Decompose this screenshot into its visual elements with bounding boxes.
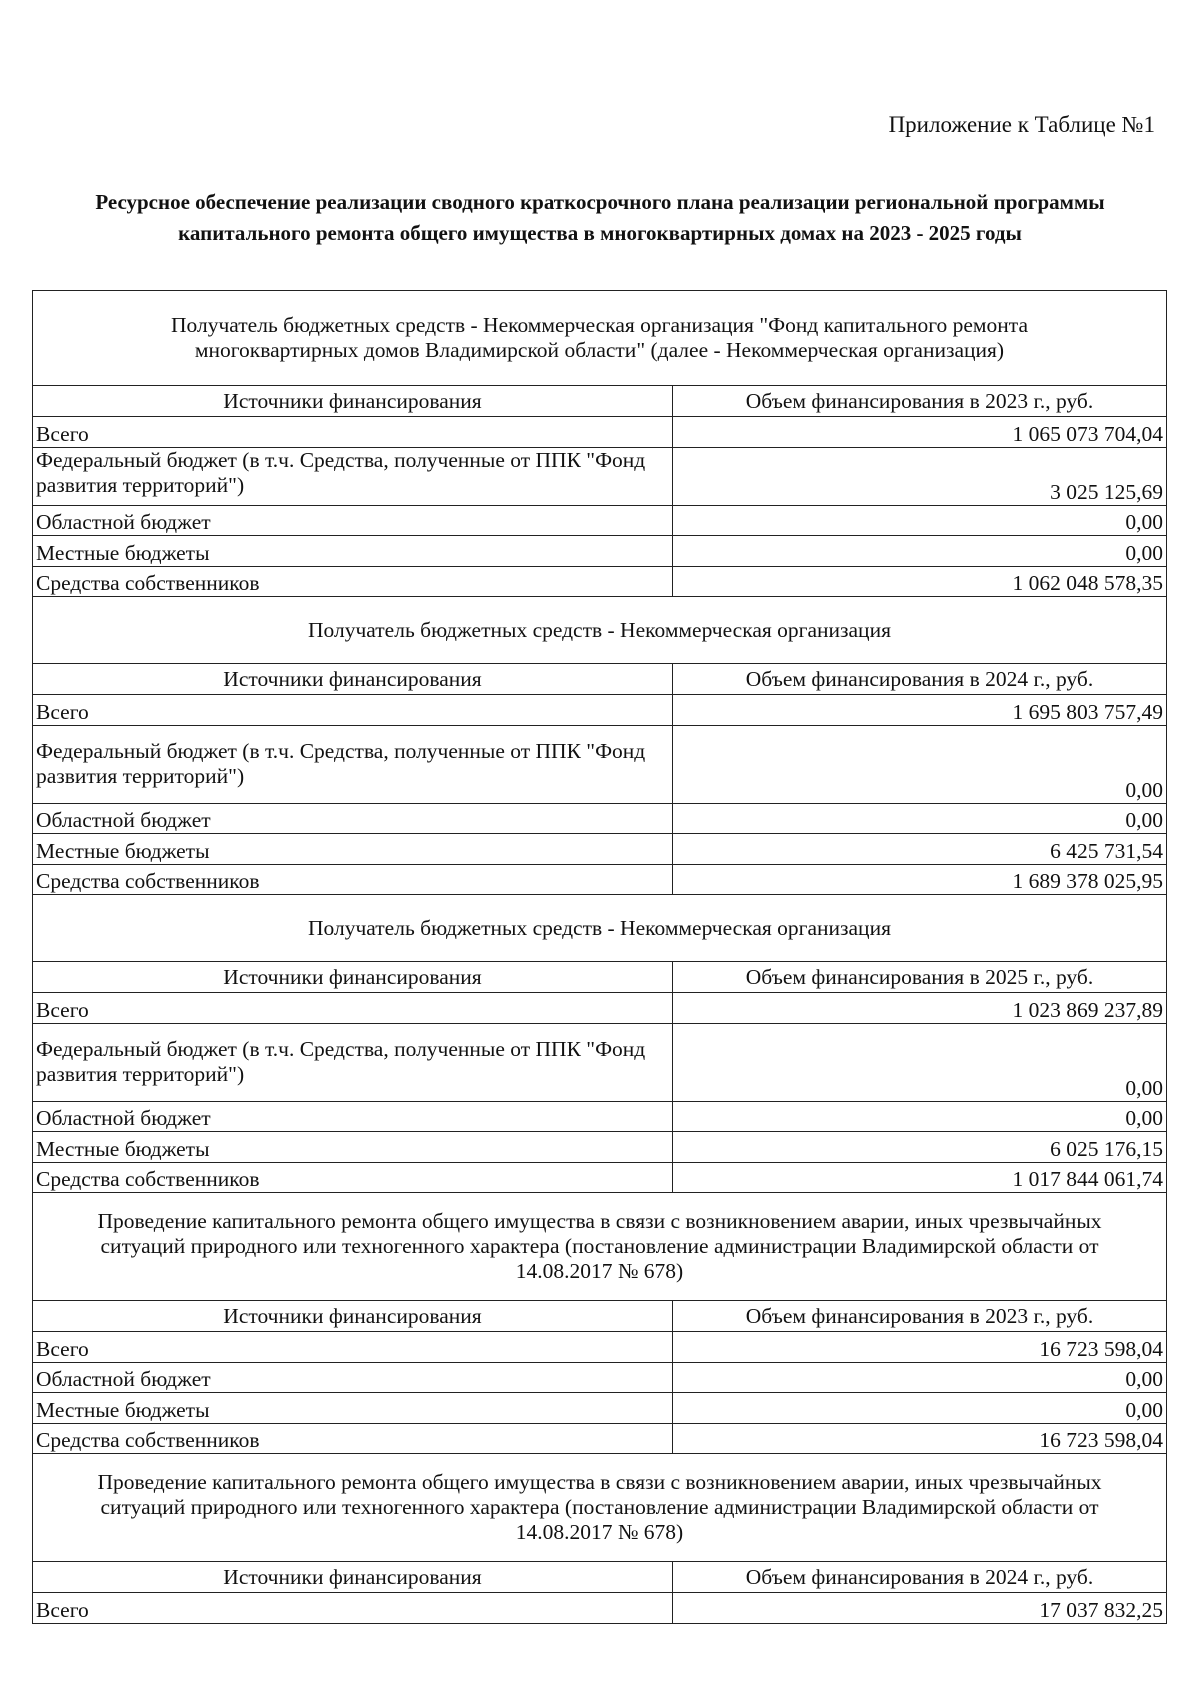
col-header-volume: Объем финансирования в 2023 г., руб. <box>673 1301 1167 1332</box>
row-label: Всего <box>33 695 673 726</box>
row-label: Местные бюджеты <box>33 1393 673 1424</box>
row-amount: 6 425 731,54 <box>673 834 1167 865</box>
row-amount: 3 025 125,69 <box>673 447 1167 505</box>
col-header-volume: Объем финансирования в 2024 г., руб. <box>673 1562 1167 1593</box>
row-amount: 17 037 832,25 <box>673 1593 1167 1624</box>
table-row <box>33 1023 1167 1101</box>
column-header-row <box>33 1562 1167 1593</box>
document-title: Ресурсное обеспечение реализации сводного краткосрочного плана реализации региональной программы капитального ремонта общего имущества в многоквартирных домах на 2023 - 2025 годы <box>95 190 1105 245</box>
row-label: Областной бюджет <box>33 1362 673 1393</box>
col-header-source: Источники финансирования <box>33 1562 673 1593</box>
row-label: Всего <box>33 1332 673 1363</box>
row-amount: 1 023 869 237,89 <box>673 993 1167 1024</box>
row-amount: 16 723 598,04 <box>673 1332 1167 1363</box>
table-row <box>33 1393 1167 1424</box>
section-heading-row <box>33 895 1167 962</box>
section-heading: Получатель бюджетных средств - Некоммерческая организация <box>33 895 1167 962</box>
section-heading-row <box>33 1454 1167 1562</box>
row-label: Областной бюджет <box>33 803 673 834</box>
table-row <box>33 1362 1167 1393</box>
table-row <box>33 864 1167 895</box>
col-header-volume: Объем финансирования в 2025 г., руб. <box>673 962 1167 993</box>
table-row <box>33 447 1167 505</box>
section-heading-row <box>33 597 1167 664</box>
table-row <box>33 834 1167 865</box>
row-label: Всего <box>33 417 673 448</box>
column-header-row <box>33 386 1167 417</box>
row-amount: 0,00 <box>673 803 1167 834</box>
row-amount: 0,00 <box>673 725 1167 803</box>
table-row <box>33 505 1167 536</box>
row-label: Областной бюджет <box>33 505 673 536</box>
row-amount: 0,00 <box>673 536 1167 567</box>
row-amount: 0,00 <box>673 1362 1167 1393</box>
financing-table <box>32 290 1167 1624</box>
row-amount: 1 689 378 025,95 <box>673 864 1167 895</box>
table-row <box>33 1101 1167 1132</box>
row-amount: 0,00 <box>673 1101 1167 1132</box>
section-heading: Проведение капитального ремонта общего имущества в связи с возникновением аварии, иных чрезвычайных ситуаций природного или техногенного характера (постановление администрации Владимирской области от 14.08.2017 № 678) <box>33 1193 1167 1301</box>
row-label: Всего <box>33 1593 673 1624</box>
row-label: Местные бюджеты <box>33 834 673 865</box>
row-label: Местные бюджеты <box>33 1132 673 1163</box>
table-row <box>33 1593 1167 1624</box>
table-row <box>33 566 1167 597</box>
table-row <box>33 1423 1167 1454</box>
col-header-source: Источники финансирования <box>33 386 673 417</box>
row-label: Средства собственников <box>33 864 673 895</box>
row-label: Средства собственников <box>33 566 673 597</box>
column-header-row <box>33 962 1167 993</box>
row-label: Федеральный бюджет (в т.ч. Средства, полученные от ППК "Фонд развития территорий") <box>33 447 673 505</box>
row-amount: 1 065 073 704,04 <box>673 417 1167 448</box>
table-row <box>33 536 1167 567</box>
row-amount: 6 025 176,15 <box>673 1132 1167 1163</box>
row-label: Всего <box>33 993 673 1024</box>
appendix-label: Приложение к Таблице №1 <box>888 112 1155 137</box>
table-row <box>33 993 1167 1024</box>
col-header-volume: Объем финансирования в 2023 г., руб. <box>673 386 1167 417</box>
row-amount: 1 695 803 757,49 <box>673 695 1167 726</box>
table-row <box>33 725 1167 803</box>
row-label: Средства собственников <box>33 1423 673 1454</box>
column-header-row <box>33 1301 1167 1332</box>
row-amount: 0,00 <box>673 505 1167 536</box>
row-label: Областной бюджет <box>33 1101 673 1132</box>
section-heading-row <box>33 1193 1167 1301</box>
col-header-source: Источники финансирования <box>33 664 673 695</box>
col-header-source: Источники финансирования <box>33 962 673 993</box>
row-amount: 16 723 598,04 <box>673 1423 1167 1454</box>
column-header-row <box>33 664 1167 695</box>
col-header-volume: Объем финансирования в 2024 г., руб. <box>673 664 1167 695</box>
table-row <box>33 1132 1167 1163</box>
row-amount: 0,00 <box>673 1023 1167 1101</box>
row-amount: 1 062 048 578,35 <box>673 566 1167 597</box>
section-heading-row <box>33 291 1167 386</box>
row-amount: 1 017 844 061,74 <box>673 1162 1167 1193</box>
row-label: Федеральный бюджет (в т.ч. Средства, полученные от ППК "Фонд развития территорий") <box>33 725 673 803</box>
col-header-source: Источники финансирования <box>33 1301 673 1332</box>
row-label: Федеральный бюджет (в т.ч. Средства, полученные от ППК "Фонд развития территорий") <box>33 1023 673 1101</box>
section-heading: Получатель бюджетных средств - Некоммерческая организация <box>33 597 1167 664</box>
table-row <box>33 695 1167 726</box>
table-row <box>33 803 1167 834</box>
section-heading: Получатель бюджетных средств - Некоммерческая организация "Фонд капитального ремонта многоквартирных домов Владимирской области" (далее - Некоммерческая организация) <box>33 291 1167 386</box>
row-amount: 0,00 <box>673 1393 1167 1424</box>
table-row <box>33 1162 1167 1193</box>
table-row <box>33 1332 1167 1363</box>
row-label: Местные бюджеты <box>33 536 673 567</box>
section-heading: Проведение капитального ремонта общего имущества в связи с возникновением аварии, иных чрезвычайных ситуаций природного или техногенного характера (постановление администрации Владимирской области от 14.08.2017 № 678) <box>33 1454 1167 1562</box>
table-row <box>33 417 1167 448</box>
row-label: Средства собственников <box>33 1162 673 1193</box>
